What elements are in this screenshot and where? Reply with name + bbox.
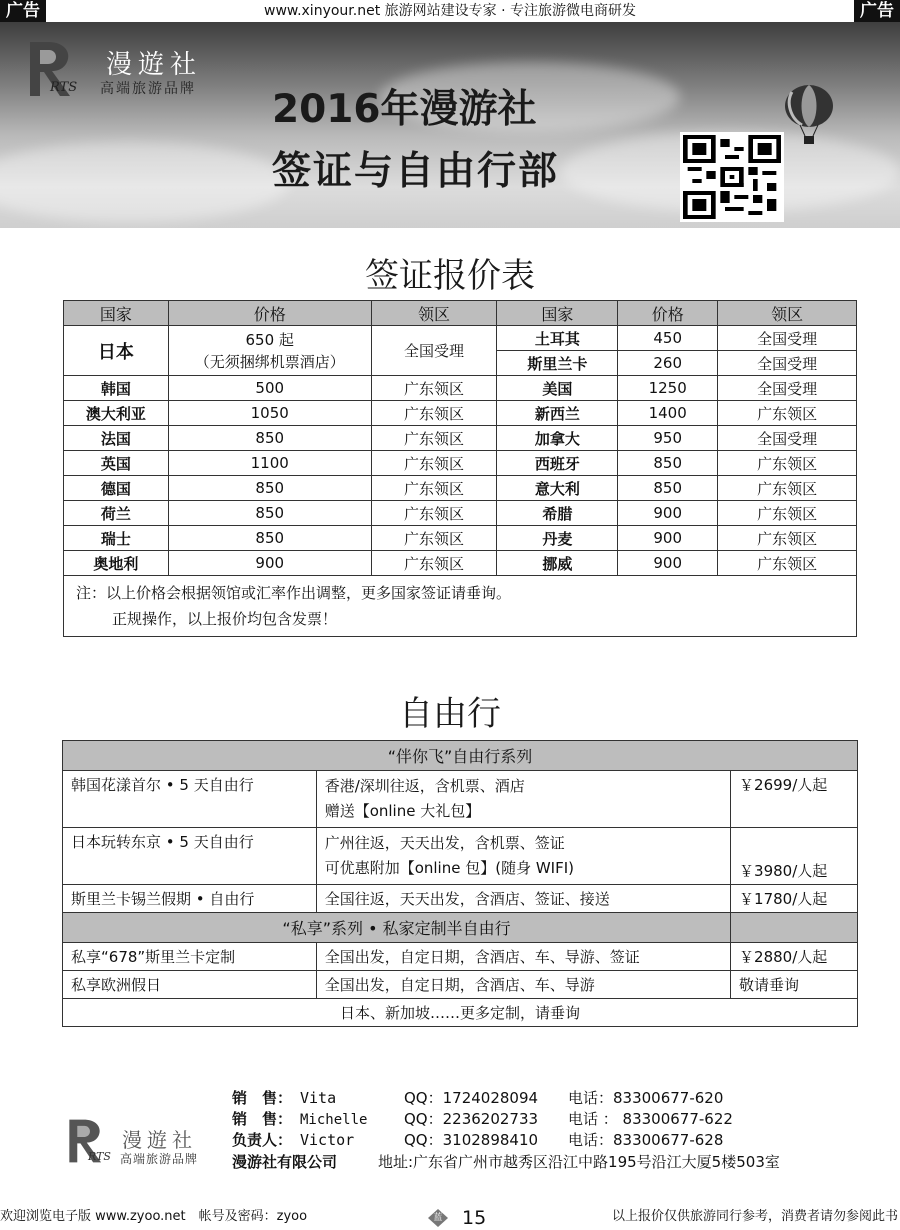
series-header-row — [63, 913, 858, 943]
region-cell: 广东领区 — [371, 501, 497, 526]
price-cell: 1400 — [618, 401, 718, 426]
country-cell: 澳大利亚 — [64, 401, 169, 426]
table-header-row — [64, 301, 857, 326]
column-header: 国家 — [64, 301, 169, 326]
free-travel-table — [62, 740, 858, 1027]
brand-tagline: 高端旅游品牌 — [100, 81, 196, 97]
column-header: 领区 — [718, 301, 857, 326]
table-row — [64, 426, 857, 451]
price-cell: 450 — [618, 326, 718, 351]
price-cell: 850 — [168, 501, 371, 526]
contact-tel: 电话：83300677-628 — [568, 1131, 724, 1149]
price-cell: 1250 — [618, 376, 718, 401]
country-cell: 德国 — [64, 476, 169, 501]
hot-air-balloon-icon — [782, 84, 836, 146]
table-row — [64, 451, 857, 476]
price-cell: 900 — [618, 551, 718, 576]
contact-row — [232, 1088, 780, 1109]
table-row — [63, 771, 858, 828]
region-cell: 广东领区 — [371, 426, 497, 451]
country-cell: 英国 — [64, 451, 169, 476]
qr-code-icon — [680, 132, 784, 222]
product-price: ￥2699/人起 — [731, 771, 858, 828]
region-cell: 广东领区 — [718, 526, 857, 551]
footer-right: 以上报价仅供旅游同行参考，消费者请勿参阅此书 — [611, 1209, 898, 1224]
contact-role: 销 售： — [232, 1089, 293, 1107]
product-price: 敬请垂询 — [731, 971, 858, 999]
product-desc — [316, 771, 730, 828]
ad-tag-left: 广告 — [0, 0, 46, 22]
page-mark: 蓝 — [433, 1213, 443, 1223]
region-cell: 全国受理 — [718, 326, 857, 351]
visa-price-table — [63, 300, 857, 637]
price-cell: 900 — [618, 526, 718, 551]
country-cell: 美国 — [497, 376, 618, 401]
contact-block — [232, 1088, 780, 1172]
region-cell: 广东领区 — [371, 551, 497, 576]
price-value: 650 起 — [245, 330, 294, 349]
ad-tag-right: 广告 — [854, 0, 900, 22]
price-cell — [168, 326, 371, 376]
region-cell: 广东领区 — [371, 451, 497, 476]
free-travel-section-title: 自由行 — [399, 694, 501, 734]
price-cell: 950 — [618, 426, 718, 451]
cloud-decoration — [0, 142, 290, 222]
country-cell: 土耳其 — [497, 326, 618, 351]
country-cell: 奥地利 — [64, 551, 169, 576]
table-row — [63, 971, 858, 999]
region-cell: 广东领区 — [718, 401, 857, 426]
region-cell: 全国受理 — [718, 426, 857, 451]
region-cell: 广东领区 — [371, 401, 497, 426]
table-row — [64, 551, 857, 576]
table-row — [63, 885, 858, 913]
series-header-row — [63, 741, 858, 771]
price-cell: 900 — [168, 551, 371, 576]
more-note: 日本、新加坡……更多定制，请垂询 — [63, 999, 858, 1027]
country-cell: 荷兰 — [64, 501, 169, 526]
country-cell: 挪威 — [497, 551, 618, 576]
country-cell: 新西兰 — [497, 401, 618, 426]
brand-name: 漫遊社 — [106, 50, 203, 80]
price-cell: 900 — [618, 501, 718, 526]
product-name: 斯里兰卡锡兰假期 • 自由行 — [63, 885, 317, 913]
footer-left: 欢迎浏览电子版 www.zyoo.net 帐号及密码：zyoo — [0, 1209, 308, 1224]
region-cell: 全国受理 — [371, 326, 497, 376]
brand-name: 漫遊社 — [122, 1128, 197, 1152]
product-desc — [316, 828, 730, 885]
table-row — [64, 476, 857, 501]
site-slogan: www.xinyour.net 旅游网站建设专家 · 专注旅游微电商研发 — [264, 3, 636, 19]
product-name: 私享“678”斯里兰卡定制 — [63, 943, 317, 971]
country-cell: 法国 — [64, 426, 169, 451]
desc-line: 赠送【online 大礼包】 — [324, 802, 481, 820]
price-cell: 850 — [168, 426, 371, 451]
note-line: 注：以上价格会根据领馆或汇率作出调整，更多国家签证请垂询。 — [76, 584, 512, 602]
column-header: 国家 — [497, 301, 618, 326]
contact-row — [232, 1109, 780, 1131]
price-note: （无须捆绑机票酒店） — [194, 352, 345, 371]
table-row — [63, 828, 858, 885]
contact-name: Victor — [300, 1131, 355, 1149]
visa-note — [64, 576, 857, 637]
country-cell: 意大利 — [497, 476, 618, 501]
desc-line: 广州往返，天天出发，含机票、签证 — [324, 834, 565, 852]
empty-cell — [731, 913, 858, 943]
series-title: “私享”系列 • 私家定制半自由行 — [63, 913, 731, 943]
country-cell: 瑞士 — [64, 526, 169, 551]
region-cell: 广东领区 — [718, 551, 857, 576]
table-row — [64, 401, 857, 426]
table-row — [63, 943, 858, 971]
region-cell: 全国受理 — [718, 376, 857, 401]
footer-brand — [64, 1118, 199, 1168]
country-cell: 加拿大 — [497, 426, 618, 451]
price-cell: 850 — [618, 451, 718, 476]
region-cell: 广东领区 — [371, 476, 497, 501]
price-cell: 850 — [168, 526, 371, 551]
contact-qq: QQ：2236202733 — [404, 1109, 539, 1128]
region-cell: 广东领区 — [371, 526, 497, 551]
contact-qq: QQ：3102898410 — [404, 1131, 539, 1149]
contact-qq: QQ：1724028094 — [404, 1089, 539, 1107]
country-cell: 丹麦 — [497, 526, 618, 551]
company-address: 地址:广东省广州市越秀区沿江中路195号沿江大厦5楼503室 — [378, 1152, 780, 1171]
product-price: ￥2880/人起 — [731, 943, 858, 971]
brand-rts: RTS — [88, 1150, 111, 1163]
product-name: 私享欧洲假日 — [63, 971, 317, 999]
product-price: ￥1780/人起 — [731, 885, 858, 913]
country-cell: 斯里兰卡 — [497, 351, 618, 376]
visa-section-title: 签证报价表 — [365, 256, 535, 296]
desc-line: 可优惠附加【online 包】(随身 WIFI) — [324, 859, 574, 877]
company-name: 漫游社有限公司 — [232, 1152, 338, 1171]
product-name: 日本玩转东京 • 5 天自由行 — [63, 828, 317, 885]
product-price: ￥3980/人起 — [731, 828, 858, 885]
note-row — [64, 576, 857, 637]
column-header: 领区 — [371, 301, 497, 326]
page-number: 15 — [462, 1207, 487, 1229]
product-name: 韩国花漾首尔 • 5 天自由行 — [63, 771, 317, 828]
price-cell: 850 — [168, 476, 371, 501]
table-row — [64, 526, 857, 551]
series-title: “伴你飞”自由行系列 — [63, 741, 858, 771]
table-row — [64, 376, 857, 401]
price-cell: 500 — [168, 376, 371, 401]
contact-name: Vita — [300, 1089, 337, 1107]
contact-name: Michelle — [300, 1111, 368, 1128]
region-cell: 广东领区 — [718, 451, 857, 476]
contact-tel: 电话：83300677-620 — [568, 1089, 724, 1107]
contact-row — [232, 1130, 780, 1151]
region-cell: 广东领区 — [371, 376, 497, 401]
brand-rts: RTS — [50, 80, 78, 95]
column-header: 价格 — [168, 301, 371, 326]
table-row — [64, 501, 857, 526]
table-row — [64, 326, 857, 351]
price-cell: 1050 — [168, 401, 371, 426]
contact-tel: 电话 ： 83300677-622 — [568, 1109, 733, 1128]
country-cell: 西班牙 — [497, 451, 618, 476]
brand-tagline: 高端旅游品牌 — [120, 1152, 199, 1166]
price-cell: 260 — [618, 351, 718, 376]
country-cell: 韩国 — [64, 376, 169, 401]
column-header: 价格 — [618, 301, 718, 326]
product-desc: 全国出发，自定日期，含酒店、车、导游、签证 — [316, 943, 730, 971]
price-cell: 850 — [618, 476, 718, 501]
region-cell: 广东领区 — [718, 476, 857, 501]
banner-title: 2016年漫游社 — [272, 87, 537, 132]
product-desc: 全国往返，天天出发，含酒店、签证、接送 — [316, 885, 730, 913]
contact-role: 负责人： — [232, 1131, 293, 1149]
region-cell: 广东领区 — [718, 501, 857, 526]
desc-line: 香港/深圳往返，含机票、酒店 — [324, 777, 525, 795]
region-cell: 全国受理 — [718, 351, 857, 376]
banner-subtitle: 签证与自由行部 — [272, 149, 560, 194]
country-cell: 日本 — [64, 326, 169, 376]
country-cell: 希腊 — [497, 501, 618, 526]
contact-role: 销 售： — [232, 1109, 293, 1128]
price-cell: 1100 — [168, 451, 371, 476]
product-desc: 全国出发，自定日期，含酒店、车、导游 — [316, 971, 730, 999]
note-line: 正规操作，以上报价均包含发票！ — [112, 610, 338, 628]
contact-row — [232, 1152, 780, 1173]
table-row — [63, 999, 858, 1027]
